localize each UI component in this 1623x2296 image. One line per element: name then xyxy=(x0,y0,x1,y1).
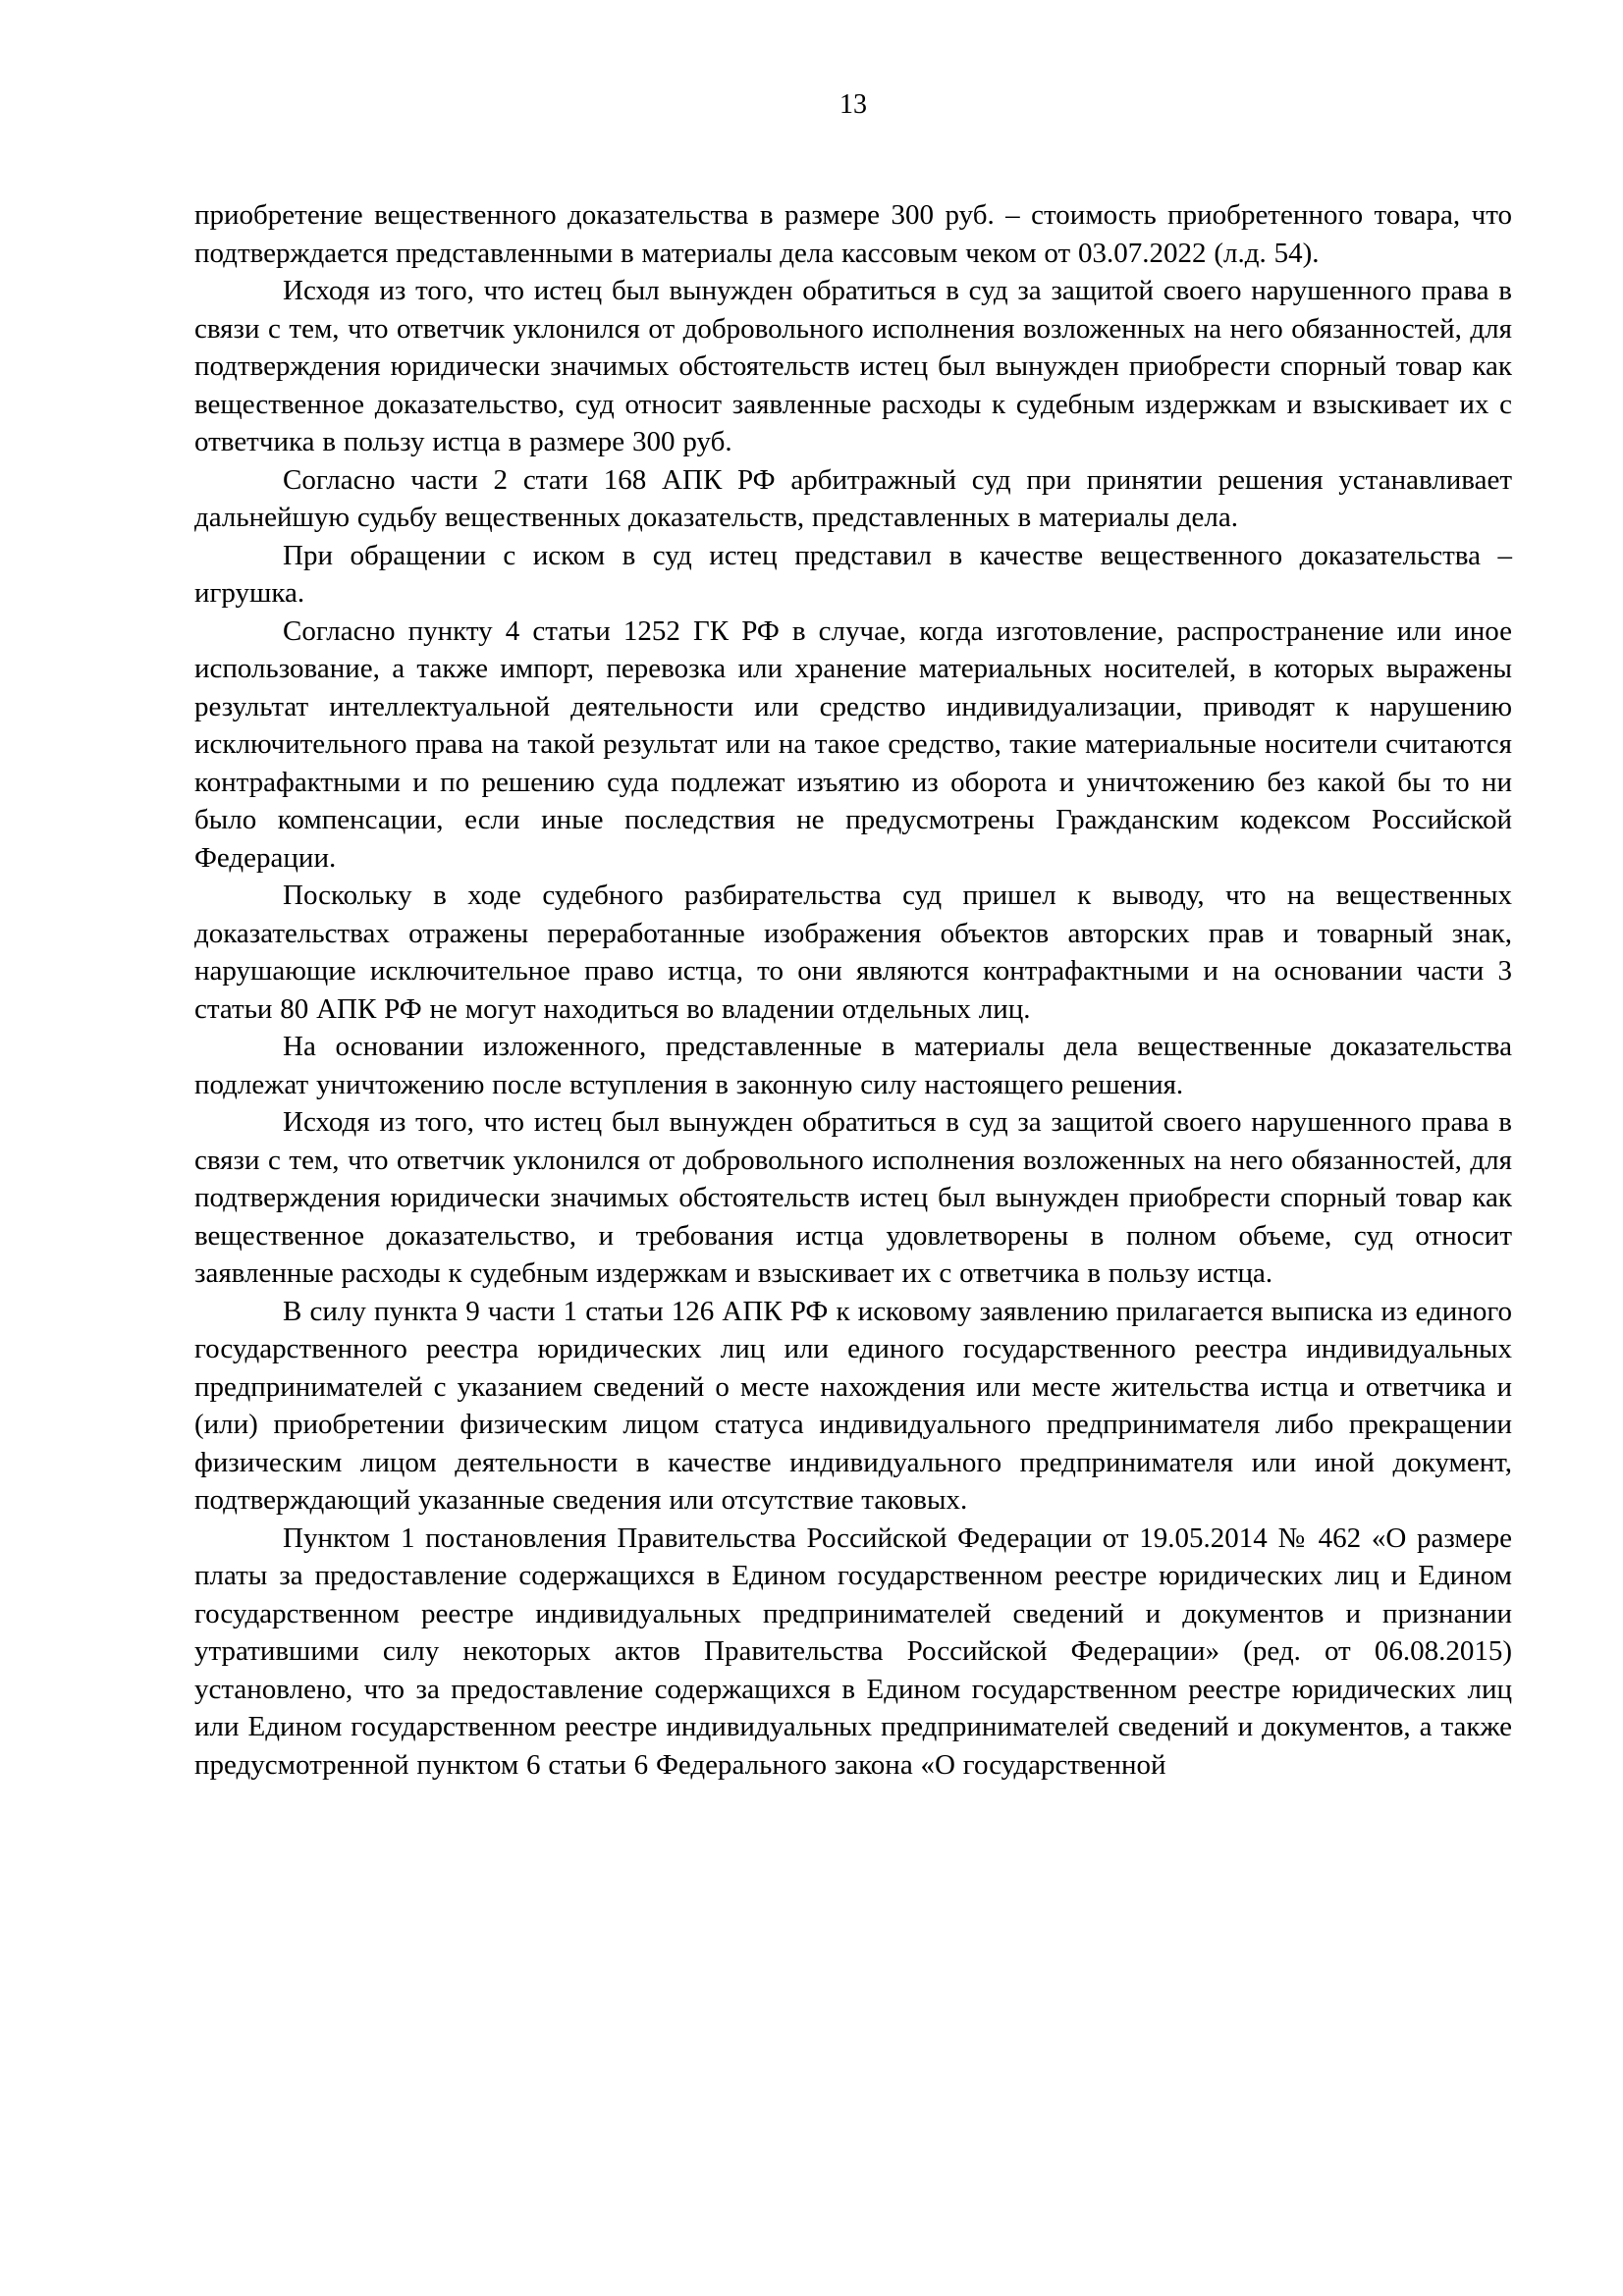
paragraph: Исходя из того, что истец был вынужден обратиться в суд за защитой своего нарушенного права в связи с тем, что ответчик уклонился от добровольного исполнения возложенных на него обязанностей, для подтверждения юридически значимых обстоятельств истец был вынужден приобрести спорный товар как вещественное доказательство, суд относит заявленные расходы к судебным издержкам и взыскивает их с ответчика в пользу истца в размере 300 руб. xyxy=(194,275,1512,457)
paragraph: На основании изложенного, представленные в материалы дела вещественные доказательства подлежат уничтожению после вступления в законную силу настоящего решения. xyxy=(194,1031,1512,1100)
paragraph: Согласно части 2 стати 168 АПК РФ арбитражный суд при принятии решения устанавливает дальнейшую судьбу вещественных доказательств, представленных в материалы дела. xyxy=(194,463,1512,533)
paragraph: приобретение вещественного доказательства в размере 300 руб. – стоимость приобретенного товара, что подтверждается представленными в материалы дела кассовым чеком от 03.07.2022 (л.д. 54). xyxy=(194,199,1512,269)
document-body xyxy=(194,196,1512,1784)
paragraph: Согласно пункту 4 статьи 1252 ГК РФ в случае, когда изготовление, распространение или иное использование, а также импорт, перевозка или хранение материальных носителей, в которых выражены результат интеллектуальной деятельности или средство индивидуализации, приводят к нарушению исключительного права на такой результат или на такое средство, такие материальные носители считаются контрафактными и по решению суда подлежат изъятию из оборота и уничтожению без какой бы то ни было компенсации, если иные последствия не предусмотрены Гражданским кодексом Российской Федерации. xyxy=(194,614,1512,874)
paragraph: Поскольку в ходе судебного разбирательства суд пришел к выводу, что на вещественных доказательствах отражены переработанные изображения объектов авторских прав и товарный знак, нарушающие исключительное право истца, то они являются контрафактными и на основании части 3 статьи 80 АПК РФ не могут находиться во владении отдельных лиц. xyxy=(194,880,1512,1025)
paragraph: Исходя из того, что истец был вынужден обратиться в суд за защитой своего нарушенного права в связи с тем, что ответчик уклонился от добровольного исполнения возложенных на него обязанностей, для подтверждения юридически значимых обстоятельств истец был вынужден приобрести спорный товар как вещественное доказательство, и требования истца удовлетворены в полном объеме, суд относит заявленные расходы к судебным издержкам и взыскивает их с ответчика в пользу истца. xyxy=(194,1106,1512,1289)
paragraph: При обращении с иском в суд истец представил в качестве вещественного доказательства – игрушка. xyxy=(194,539,1512,609)
paragraph: Пунктом 1 постановления Правительства Российской Федерации от 19.05.2014 № 462 «О размере платы за предоставление содержащихся в Едином государственном реестре юридических лиц и Едином государственном реестре индивидуальных предпринимателей сведений и документов и признании утратившими силу некоторых актов Правительства Российской Федерации» (ред. от 06.08.2015) установлено, что за предоставление содержащихся в Едином государственном реестре юридических лиц или Едином государственном реестре индивидуальных предпринимателей сведений и документов, а также предусмотренной пунктом 6 статьи 6 Федерального закона «О государственной xyxy=(194,1522,1512,1781)
page-number: 13 xyxy=(839,89,867,120)
paragraph: В силу пункта 9 части 1 статьи 126 АПК РФ к исковому заявлению прилагается выписка из единого государственного реестра юридических лиц или единого государственного реестра индивидуальных предпринимателей с указанием сведений о месте нахождения или месте жительства истца и ответчика и (или) приобретении физическим лицом статуса индивидуального предпринимателя либо прекращении физическим лицом деятельности в качестве индивидуального предпринимателя или иной документ, подтверждающий указанные сведения или отсутствие таковых. xyxy=(194,1295,1512,1516)
